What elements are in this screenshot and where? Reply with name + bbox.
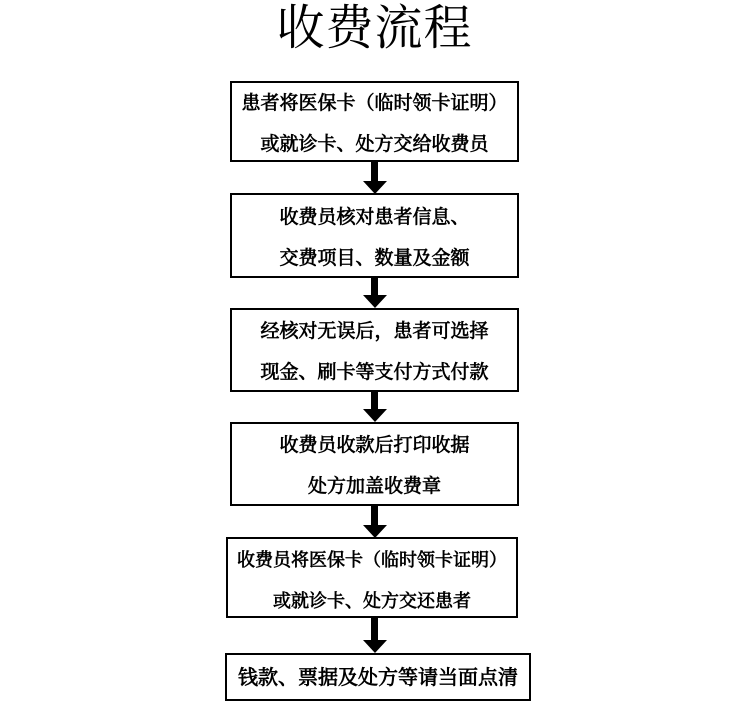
flow-step-line: 现金、刷卡等支付方式付款 xyxy=(260,362,489,383)
down-arrow-icon xyxy=(361,616,388,653)
page-title: 收费流程 xyxy=(276,2,473,55)
down-arrow-icon xyxy=(361,504,388,538)
arrow-stem xyxy=(371,390,378,409)
arrow-stem xyxy=(371,616,378,640)
flow-step-choose-payment xyxy=(230,308,519,392)
arrow-head xyxy=(363,295,387,308)
flow-step-verify-info xyxy=(230,193,519,278)
flow-step-line: 收费员将医保卡（临时领卡证明） xyxy=(237,549,507,570)
arrow-stem xyxy=(371,504,378,525)
flow-step-line: 钱款、票据及处方等请当面点清 xyxy=(238,666,518,689)
flow-step-line: 收费员收款后打印收据 xyxy=(279,435,470,456)
flow-step-count-on-spot xyxy=(225,653,531,701)
down-arrow-icon xyxy=(361,160,388,194)
flow-step-line: 处方加盖收费章 xyxy=(307,476,441,497)
flow-step-line: 收费员核对患者信息、 xyxy=(279,206,470,228)
flow-step-line: 患者将医保卡（临时领卡证明） xyxy=(241,92,508,114)
flow-step-line: 经核对无误后，患者可选择 xyxy=(260,321,489,342)
arrow-head xyxy=(363,409,387,422)
arrow-stem xyxy=(371,160,378,181)
flow-step-line: 或就诊卡、处方交给收费员 xyxy=(260,133,489,155)
flow-step-print-receipt xyxy=(230,422,519,506)
down-arrow-icon xyxy=(361,390,388,422)
flow-step-submit-cards xyxy=(230,81,519,162)
down-arrow-icon xyxy=(361,276,388,308)
flow-step-return-cards xyxy=(226,537,518,618)
arrow-head xyxy=(363,640,387,653)
arrow-stem xyxy=(371,276,378,295)
flow-step-line: 或就诊卡、处方交还患者 xyxy=(273,590,471,611)
flow-step-line: 交费项目、数量及金额 xyxy=(279,247,470,269)
